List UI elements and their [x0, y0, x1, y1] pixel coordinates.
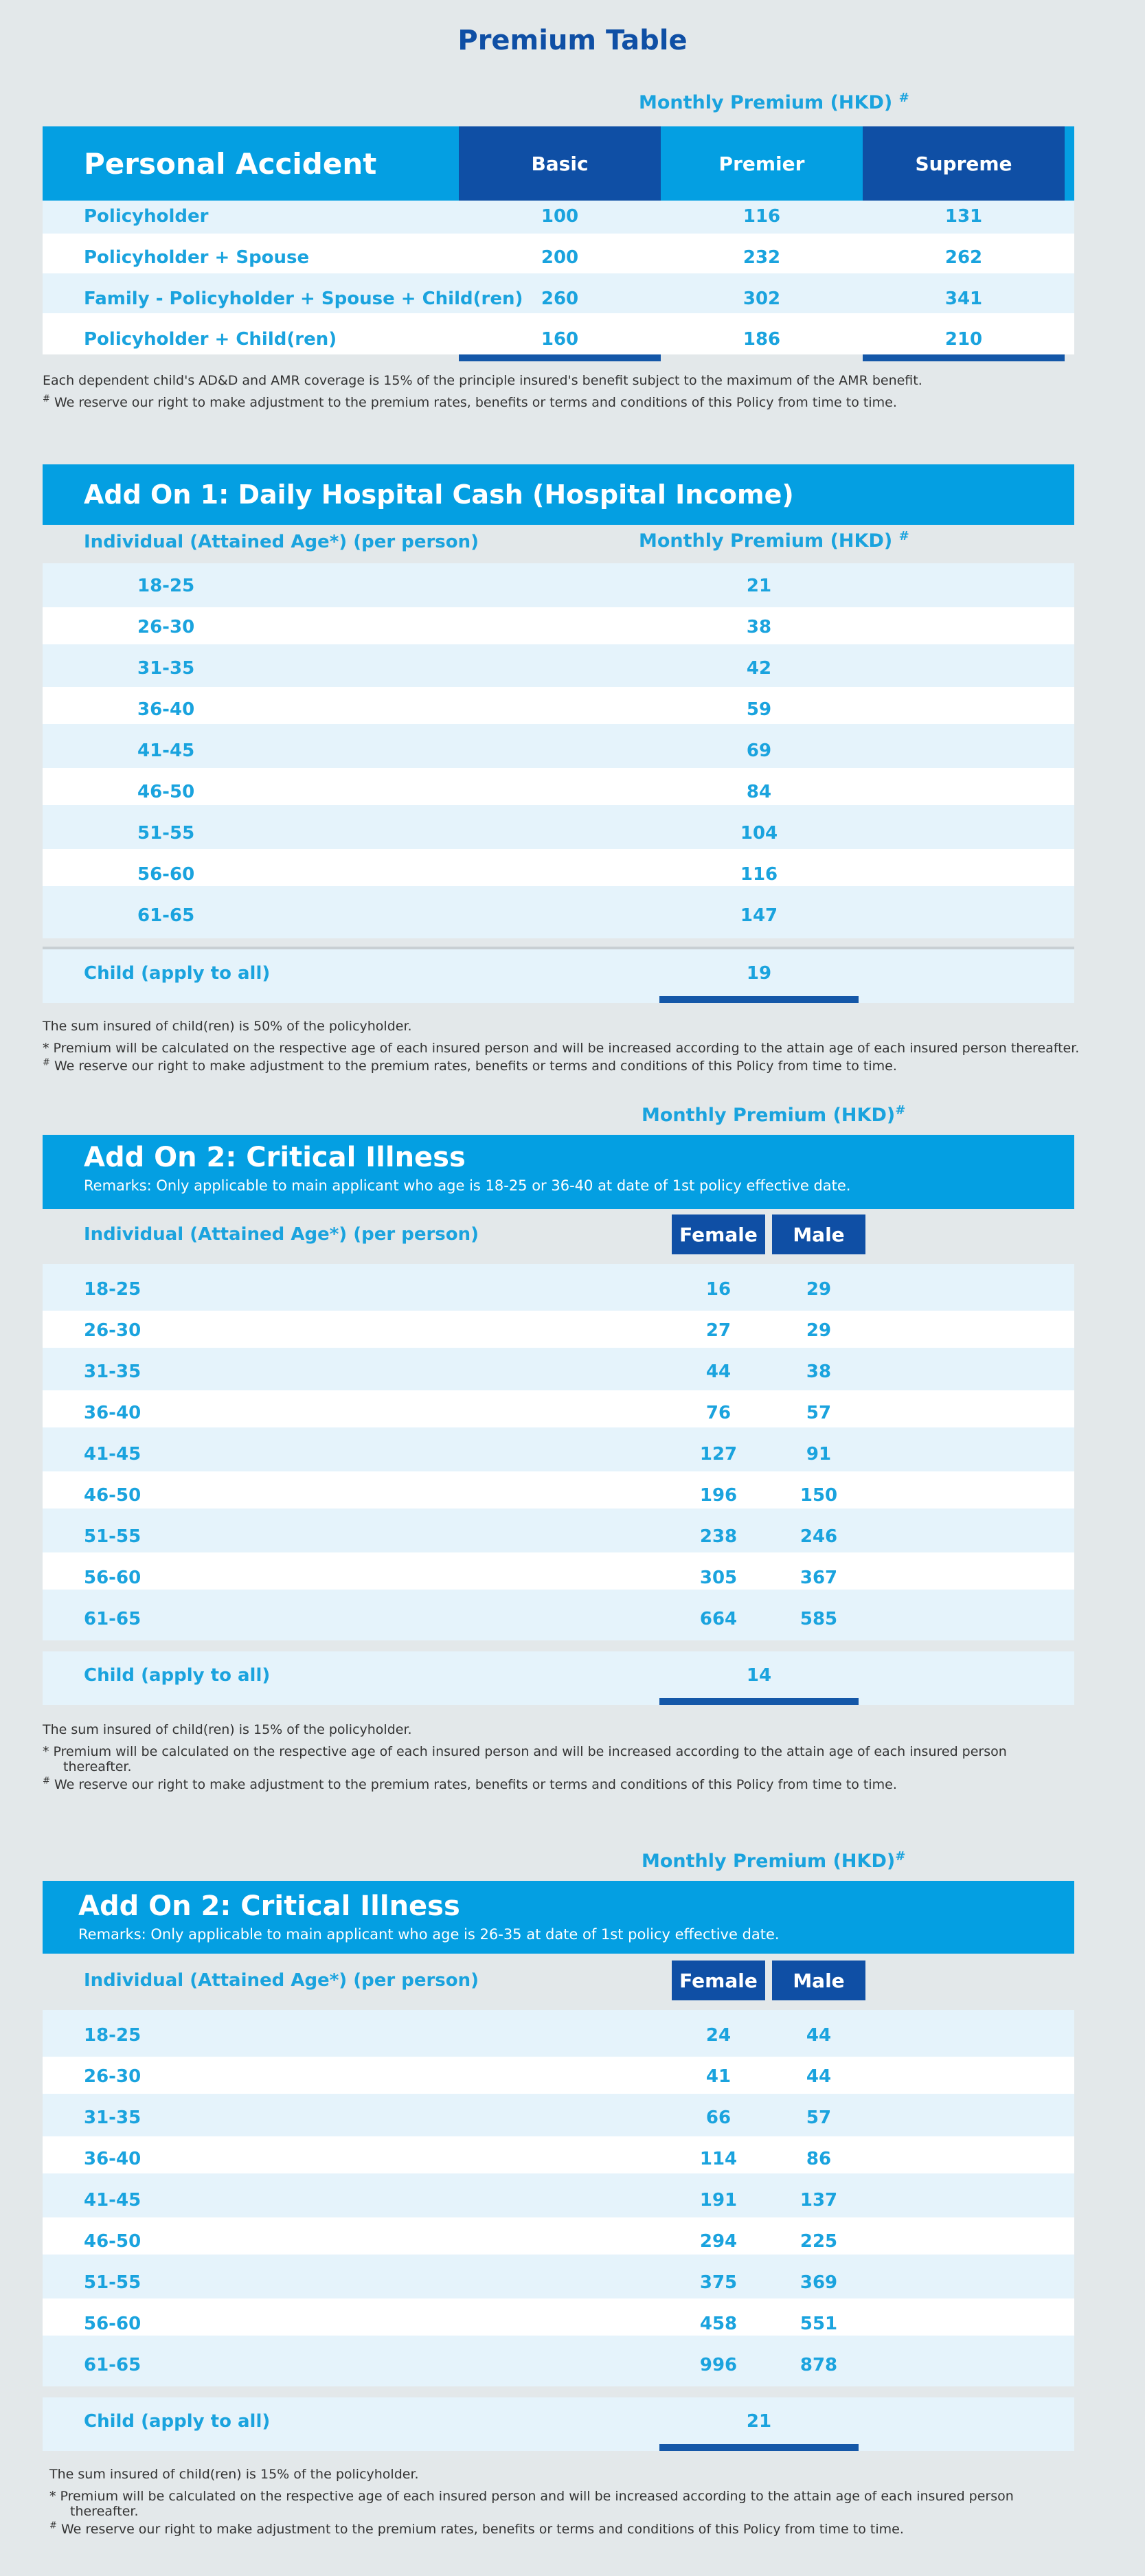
pa-value: 210 [944, 329, 983, 350]
personal-accident-title: Personal Accident [84, 147, 377, 181]
premium-value: 116 [740, 864, 778, 885]
child-underline [659, 1698, 859, 1705]
table-row [43, 1590, 1074, 1640]
premium-value: 84 [746, 782, 772, 802]
male-value: 585 [800, 1609, 838, 1629]
personal-accident-header [43, 126, 1074, 201]
female-value: 114 [699, 2149, 738, 2169]
table-row [43, 644, 1074, 687]
ci1-note-2-cont: thereafter. [63, 1759, 132, 1774]
premium-value: 69 [746, 741, 772, 761]
hospital-cash-title: Add On 1: Daily Hospital Cash (Hospital Income) [84, 479, 794, 510]
age-band: 36-40 [84, 2149, 141, 2169]
male-value: 551 [800, 2314, 838, 2334]
pa-note-1: Each dependent child's AD&D and AMR coverage is 15% of the principle insured's benefit subject to the maximum of the AMR benefit. [43, 373, 922, 388]
male-value: 91 [806, 1444, 832, 1465]
hospital-note-1: The sum insured of child(ren) is 50% of the policyholder. [43, 1019, 412, 1034]
plan-basic-header: Basic [459, 126, 661, 201]
hospital-note-3: # We reserve our right to make adjustment to the premium rates, benefits or terms and conditions of this Policy from time to time. [43, 1057, 897, 1074]
pa-value: 116 [742, 206, 781, 227]
child-label: Child (apply to all) [84, 2411, 271, 2432]
table-row [43, 687, 1074, 724]
female-value: 196 [699, 1485, 738, 1506]
monthly-premium-label: Monthly Premium (HKD) # [639, 91, 909, 113]
male-value: 137 [800, 2190, 838, 2211]
pa-value: 260 [541, 289, 579, 309]
male-value: 44 [806, 2025, 832, 2046]
child-underline [659, 2444, 859, 2451]
pa-value: 186 [742, 329, 781, 350]
ci2-note-2-cont: thereafter. [70, 2504, 139, 2519]
ci1-header [43, 1135, 1074, 1209]
pa-row-label: Family - Policyholder + Spouse + Child(ren) [84, 289, 523, 309]
ci1-note-3: # We reserve our right to make adjustment to the premium rates, benefits or terms and conditions of this Policy from time to time. [43, 1776, 897, 1792]
age-band: 51-55 [84, 2272, 141, 2293]
premium-value: 42 [746, 658, 772, 679]
female-value: 27 [705, 1320, 732, 1341]
female-value: 44 [705, 1362, 732, 1382]
male-value: 86 [806, 2149, 832, 2169]
female-value: 24 [705, 2025, 732, 2046]
table-row [43, 849, 1074, 886]
pa-value: 200 [541, 247, 579, 268]
male-value: 57 [806, 2108, 832, 2128]
pa-row-label: Policyholder + Spouse [84, 247, 310, 268]
ci1-note-2: * Premium will be calculated on the respective age of each insured person and will be increased according to the attain age of each insured person [43, 1744, 1007, 1759]
age-band: 46-50 [137, 782, 195, 802]
ci1-remark: Remarks: Only applicable to main applicant who age is 18-25 or 36-40 at date of 1st policy effective date. [84, 1177, 851, 1194]
table-row [43, 2298, 1074, 2336]
ci1-note-1: The sum insured of child(ren) is 15% of the policyholder. [43, 1722, 412, 1737]
table-row [43, 1471, 1074, 1509]
female-value: 996 [699, 2355, 738, 2375]
age-band: 31-35 [137, 658, 195, 679]
female-header: Female [672, 1961, 765, 2000]
hospital-individual-label: Individual (Attained Age*) (per person) [84, 532, 479, 552]
age-band: 36-40 [137, 699, 195, 720]
pa-value: 341 [944, 289, 983, 309]
supreme-underline [863, 354, 1065, 361]
child-value: 21 [746, 2411, 772, 2432]
age-band: 41-45 [84, 1444, 141, 1465]
male-value: 369 [800, 2272, 838, 2293]
ci1-title: Add On 2: Critical Illness [84, 1142, 466, 1173]
age-band: 41-45 [84, 2190, 141, 2211]
premium-value: 104 [740, 823, 778, 844]
table-row [43, 1390, 1074, 1427]
age-band: 26-30 [84, 2066, 141, 2087]
age-band: 61-65 [137, 905, 195, 926]
ci2-individual-label: Individual (Attained Age*) (per person) [84, 1970, 479, 1991]
age-band: 26-30 [137, 617, 195, 637]
pa-value: 302 [742, 289, 781, 309]
pa-row-label: Policyholder [84, 206, 209, 227]
age-band: 31-35 [84, 1362, 141, 1382]
pa-value: 131 [944, 206, 983, 227]
ci2-title: Add On 2: Critical Illness [78, 1890, 460, 1922]
ci2-header [43, 1881, 1074, 1954]
age-band: 41-45 [137, 741, 195, 761]
male-value: 367 [800, 1568, 838, 1588]
table-row [43, 768, 1074, 805]
table-row [43, 1509, 1074, 1552]
child-underline [659, 996, 859, 1003]
table-row [43, 2010, 1074, 2057]
pa-value: 262 [944, 247, 983, 268]
table-row [43, 1348, 1074, 1390]
pa-value: 232 [742, 247, 781, 268]
child-value: 14 [746, 1665, 772, 1686]
table-row [43, 1427, 1074, 1471]
age-band: 18-25 [84, 2025, 141, 2046]
table-row [43, 2136, 1074, 2173]
child-value: 19 [746, 963, 772, 984]
premium-value: 59 [746, 699, 772, 720]
male-header: Male [772, 1961, 865, 2000]
male-value: 29 [806, 1279, 832, 1300]
age-band: 51-55 [137, 823, 195, 844]
table-row [43, 724, 1074, 768]
female-value: 458 [699, 2314, 738, 2334]
pa-note-2: # We reserve our right to make adjustment to the premium rates, benefits or terms and conditions of this Policy from time to time. [43, 394, 897, 410]
age-band: 18-25 [137, 576, 195, 596]
table-row [43, 805, 1074, 849]
hospital-monthly-premium-label: Monthly Premium (HKD) # [639, 529, 909, 552]
table-row [43, 2336, 1074, 2386]
table-row [43, 2217, 1074, 2255]
ci1-monthly-premium-label: Monthly Premium (HKD)# [642, 1103, 906, 1126]
pa-value: 100 [541, 206, 579, 227]
female-value: 66 [705, 2108, 732, 2128]
age-band: 46-50 [84, 2231, 141, 2252]
male-header: Male [772, 1214, 865, 1254]
table-row [43, 2255, 1074, 2298]
age-band: 26-30 [84, 1320, 141, 1341]
ci2-note-1: The sum insured of child(ren) is 15% of the policyholder. [49, 2467, 419, 2482]
male-value: 57 [806, 1403, 832, 1423]
age-band: 56-60 [84, 1568, 141, 1588]
table-row [43, 2173, 1074, 2217]
pa-value: 160 [541, 329, 579, 350]
female-header: Female [672, 1214, 765, 1254]
pa-row-label: Policyholder + Child(ren) [84, 329, 337, 350]
premium-value: 21 [746, 576, 772, 596]
male-value: 878 [800, 2355, 838, 2375]
ci1-individual-label: Individual (Attained Age*) (per person) [84, 1224, 479, 1245]
female-value: 238 [699, 1526, 738, 1547]
female-value: 41 [705, 2066, 732, 2087]
table-row [43, 886, 1074, 938]
table-row [43, 563, 1074, 607]
age-band: 56-60 [84, 2314, 141, 2334]
male-value: 246 [800, 1526, 838, 1547]
age-band: 61-65 [84, 1609, 141, 1629]
ci2-note-3: # We reserve our right to make adjustment to the premium rates, benefits or terms and conditions of this Policy from time to time. [49, 2520, 904, 2537]
age-band: 31-35 [84, 2108, 141, 2128]
female-value: 305 [699, 1568, 738, 1588]
ci2-monthly-premium-label: Monthly Premium (HKD)# [642, 1849, 906, 1872]
table-row [43, 2094, 1074, 2136]
table-row [43, 2057, 1074, 2094]
table-row [43, 607, 1074, 644]
male-value: 29 [806, 1320, 832, 1341]
premium-value: 38 [746, 617, 772, 637]
basic-underline [459, 354, 661, 361]
female-value: 16 [705, 1279, 732, 1300]
plan-premier-header: Premier [661, 126, 863, 201]
table-row [43, 1264, 1074, 1311]
plan-supreme-header: Supreme [863, 126, 1065, 201]
male-value: 38 [806, 1362, 832, 1382]
ci2-note-2: * Premium will be calculated on the respective age of each insured person and will be increased according to the attain age of each insured person [49, 2489, 1014, 2504]
age-band: 18-25 [84, 1279, 141, 1300]
age-band: 36-40 [84, 1403, 141, 1423]
female-value: 191 [699, 2190, 738, 2211]
age-band: 46-50 [84, 1485, 141, 1506]
age-band: 56-60 [137, 864, 195, 885]
female-value: 664 [699, 1609, 738, 1629]
age-band: 51-55 [84, 1526, 141, 1547]
premium-value: 147 [740, 905, 778, 926]
female-value: 127 [699, 1444, 738, 1465]
male-value: 225 [800, 2231, 838, 2252]
male-value: 44 [806, 2066, 832, 2087]
ci2-remark: Remarks: Only applicable to main applicant who age is 26-35 at date of 1st policy effective date. [78, 1926, 780, 1943]
female-value: 294 [699, 2231, 738, 2252]
child-label: Child (apply to all) [84, 963, 271, 984]
table-row [43, 1311, 1074, 1348]
female-value: 375 [699, 2272, 738, 2293]
child-label: Child (apply to all) [84, 1665, 271, 1686]
table-row [43, 1552, 1074, 1590]
male-value: 150 [800, 1485, 838, 1506]
page-title: Premium Table [457, 25, 688, 56]
hospital-note-2: * Premium will be calculated on the respective age of each insured person and will be increased according to the attain age of each insured person thereafter. [43, 1041, 1080, 1056]
hospital-cash-header [43, 464, 1074, 525]
female-value: 76 [705, 1403, 732, 1423]
age-band: 61-65 [84, 2355, 141, 2375]
